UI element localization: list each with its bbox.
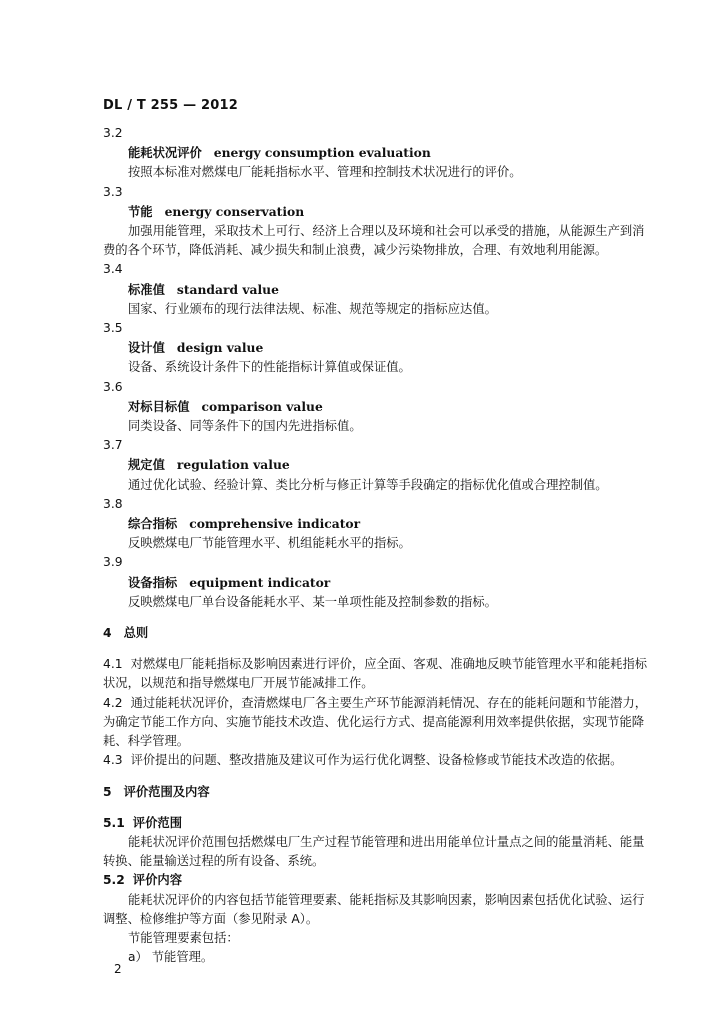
term-english: comprehensive indicator	[189, 516, 361, 532]
section-title: 评价内容	[132, 873, 182, 888]
term-chinese: 设备指标	[128, 575, 178, 590]
list-item-a: a） 节能管理。	[128, 950, 214, 965]
term-heading	[128, 455, 678, 475]
terms-section	[103, 124, 678, 612]
term-heading	[128, 397, 678, 417]
section-5-2-line-2: 调整、检修维护等方面（参见附录 A）。	[103, 911, 319, 926]
term-definition: 加强用能管理，采取技术上可行、经济上合理以及环境和社会可以承受的措施，从能源生产到消	[128, 224, 645, 239]
term-number: 3.7	[103, 438, 123, 453]
section-5-1-heading	[103, 814, 678, 833]
clause-line: 耗、科学管理。	[103, 734, 190, 749]
term-english: regulation value	[176, 457, 290, 473]
term-number: 3.9	[103, 555, 123, 570]
chapter-number: 4	[103, 626, 112, 641]
term-definition: 费的各个环节，降低消耗、减少损失和制止浪费，减少污染物排放，合理、有效地利用能源。	[103, 243, 608, 258]
clause-text: 评价提出的问题、整改措施及建议可作为运行优化调整、设备检修或节能技术改造的依据。	[130, 753, 623, 768]
clause-line	[103, 694, 678, 713]
term-chinese: 综合指标	[128, 517, 178, 532]
clause-text: 对燃煤电厂能耗指标及影响因素进行评价，应全面、客观、准确地反映节能管理水平和能耗指标	[130, 657, 648, 672]
term-number: 3.3	[103, 184, 123, 199]
section-5-1-line-2: 转换、能量输送过程的所有设备、系统。	[103, 854, 325, 869]
document-body	[103, 124, 678, 967]
term-heading	[128, 143, 678, 163]
term-definition: 按照本标准对燃煤电厂能耗指标水平、管理和控制技术状况进行的评价。	[128, 165, 522, 180]
term-definition: 设备、系统设计条件下的性能指标计算值或保证值。	[128, 360, 411, 375]
clause-text: 通过能耗状况评价，查清燃煤电厂各主要生产环节能源消耗情况、存在的能耗问题和节能潜力，	[130, 695, 648, 710]
term-number: 3.8	[103, 496, 123, 511]
term-chinese: 规定值	[128, 458, 165, 473]
page-number: 2	[114, 962, 122, 976]
management-elements-intro: 节能管理要素包括：	[128, 930, 239, 945]
chapter-5-heading	[103, 783, 678, 802]
term-definition: 反映燃煤电厂单台设备能耗水平、某一单项性能及控制参数的指标。	[128, 594, 497, 609]
term-english: standard value	[176, 281, 279, 297]
term-heading	[128, 573, 678, 593]
term-english: comparison value	[201, 398, 323, 414]
term-definition: 同类设备、同等条件下的国内先进指标值。	[128, 419, 362, 434]
clause-line: 状况，以规范和指导燃煤电厂开展节能减排工作。	[103, 676, 374, 691]
term-english: design value	[176, 340, 264, 356]
term-english: equipment indicator	[189, 574, 331, 590]
term-number: 3.4	[103, 262, 123, 277]
term-definition: 通过优化试验、经验计算、类比分析与修正计算等手段确定的指标优化值或合理控制值。	[128, 477, 608, 492]
clause-number: 4.2	[103, 695, 123, 710]
chapter-4-heading	[103, 624, 678, 643]
term-chinese: 节能	[128, 204, 153, 219]
chapter-number: 5	[103, 784, 112, 799]
term-chinese: 对标目标值	[128, 399, 190, 414]
term-english: energy conservation	[164, 203, 305, 219]
chapter-title: 总则	[123, 626, 149, 641]
term-chinese: 标准值	[128, 282, 165, 297]
clause-line	[103, 655, 678, 674]
chapter-4-body	[103, 655, 678, 770]
term-heading	[128, 202, 678, 222]
term-definition: 国家、行业颁布的现行法律法规、标准、规范等规定的指标应达值。	[128, 301, 497, 316]
standard-header: DL / T 255 — 2012	[103, 98, 239, 113]
term-chinese: 能耗状况评价	[128, 146, 202, 161]
term-heading	[128, 280, 678, 300]
term-number: 3.2	[103, 126, 123, 140]
term-heading	[128, 514, 678, 534]
section-5-1-line-1: 能耗状况评价范围包括燃煤电厂生产过程节能管理和进出用能单位计量点之间的能量消耗、能量	[128, 834, 645, 849]
term-english: energy consumption evaluation	[213, 145, 431, 161]
section-number: 5.2	[103, 873, 125, 888]
clause-number: 4.1	[103, 657, 123, 672]
term-chinese: 设计值	[128, 341, 165, 356]
section-number: 5.1	[103, 815, 125, 830]
clause-number: 4.3	[103, 753, 123, 768]
term-heading	[128, 338, 678, 358]
clause-line: 为确定节能工作方向、实施节能技术改造、优化运行方式、提高能源利用效率提供依据，实现节能降	[103, 714, 645, 729]
section-5-2-line-1: 能耗状况评价的内容包括节能管理要素、能耗指标及其影响因素，影响因素包括优化试验、运行	[128, 892, 645, 907]
section-5-2-heading	[103, 871, 678, 890]
term-number: 3.5	[103, 321, 123, 336]
term-definition: 反映燃煤电厂节能管理水平、机组能耗水平的指标。	[128, 536, 411, 551]
clause-line	[103, 751, 678, 770]
section-title: 评价范围	[132, 815, 182, 830]
term-number: 3.6	[103, 379, 123, 394]
chapter-title: 评价范围及内容	[123, 784, 210, 799]
